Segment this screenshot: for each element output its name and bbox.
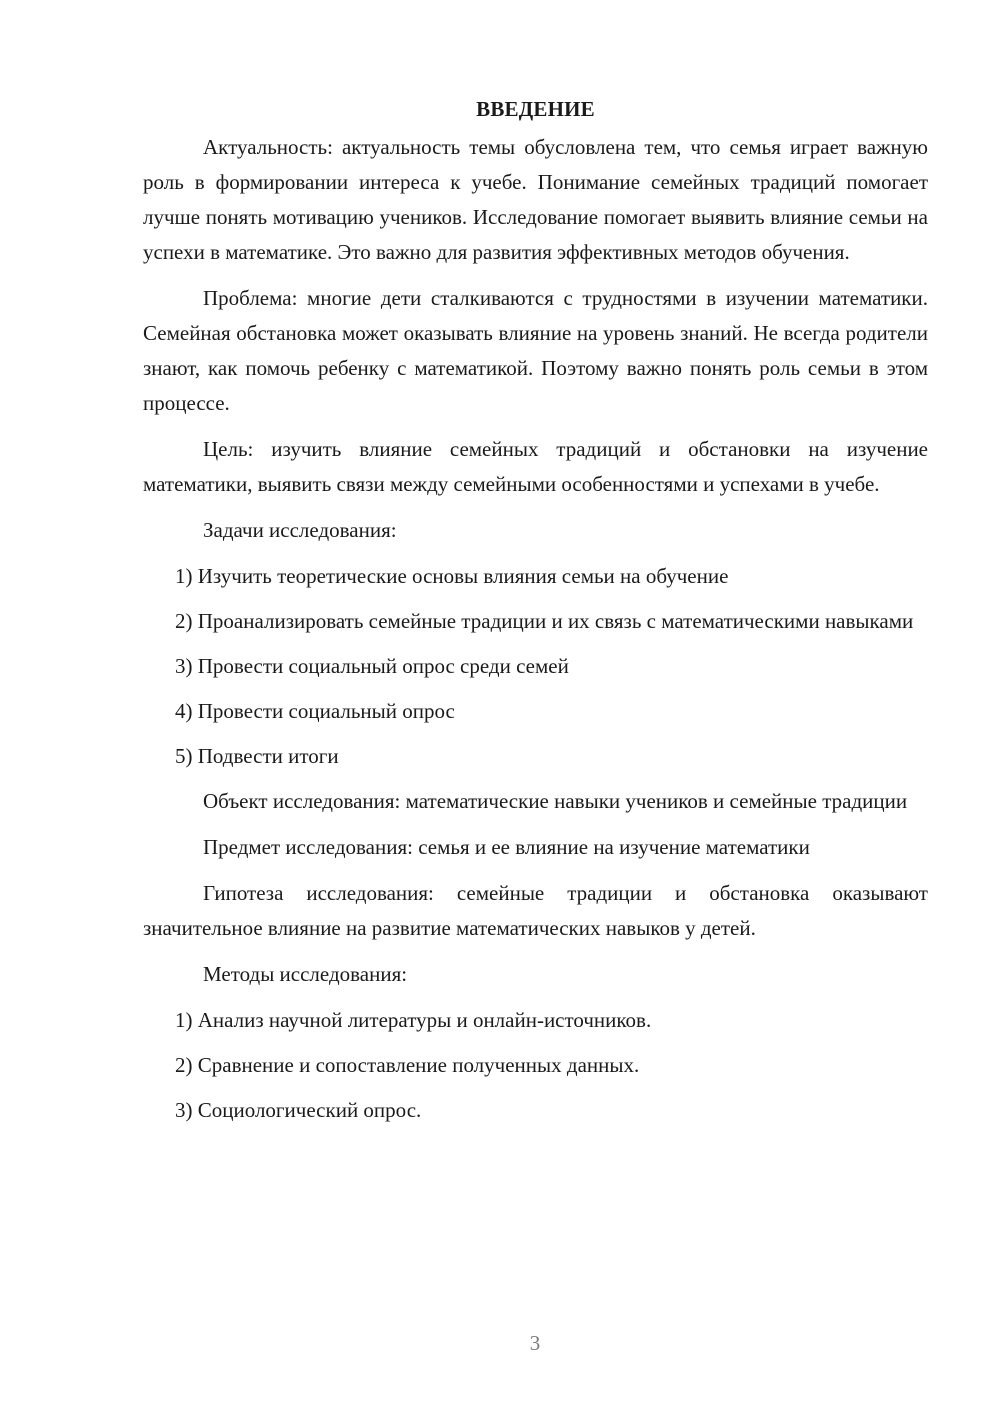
task-item-4: 4) Провести социальный опрос (175, 699, 455, 723)
task-item-3: 3) Провести социальный опрос среди семей (175, 654, 569, 678)
method-item-3: 3) Социологический опрос. (175, 1098, 422, 1122)
task-item-1: 1) Изучить теоретические основы влияния семьи на обучение (175, 564, 729, 588)
page-title: ВВЕДЕНИЕ (476, 97, 595, 121)
hypothesis-paragraph: Гипотеза исследования: семейные традиции и обстановка оказывают значительное влияние на развитие математических навыков у детей. (143, 881, 928, 940)
methods-label: Методы исследования: (203, 962, 408, 986)
goal-paragraph: Цель: изучить влияние семейных традиций и обстановки на изучение математики, выявить связи между семейными особенностями и успехами в учебе. (143, 437, 928, 496)
task-item-5: 5) Подвести итоги (175, 744, 339, 768)
problem-paragraph: Проблема: многие дети сталкиваются с трудностями в изучении математики. Семейная обстановка может оказывать влияние на уровень знаний. Не всегда родители знают, как помочь ребенку с математикой. Поэтому важно понять роль семьи в этом процессе. (143, 286, 928, 415)
page-content (143, 92, 928, 1138)
task-item-2: 2) Проанализировать семейные традиции и их связь с математическими навыками (175, 609, 914, 633)
method-item-2: 2) Сравнение и сопоставление полученных данных. (175, 1053, 640, 1077)
object-paragraph: Объект исследования: математические навыки учеников и семейные традиции (203, 789, 908, 813)
method-item-1: 1) Анализ научной литературы и онлайн-источников. (175, 1008, 652, 1032)
tasks-label: Задачи исследования: (203, 518, 397, 542)
subject-paragraph: Предмет исследования: семья и ее влияние на изучение математики (203, 835, 810, 859)
page-number: 3 (529, 1331, 541, 1355)
relevance-paragraph: Актуальность: актуальность темы обусловлена тем, что семья играет важную роль в формировании интереса к учебе. Понимание семейных традиций помогает лучше понять мотивацию учеников. Исследование помогает выявить влияние семьи на успехи в математике. Это важно для развития эффективных методов обучения. (143, 135, 928, 264)
